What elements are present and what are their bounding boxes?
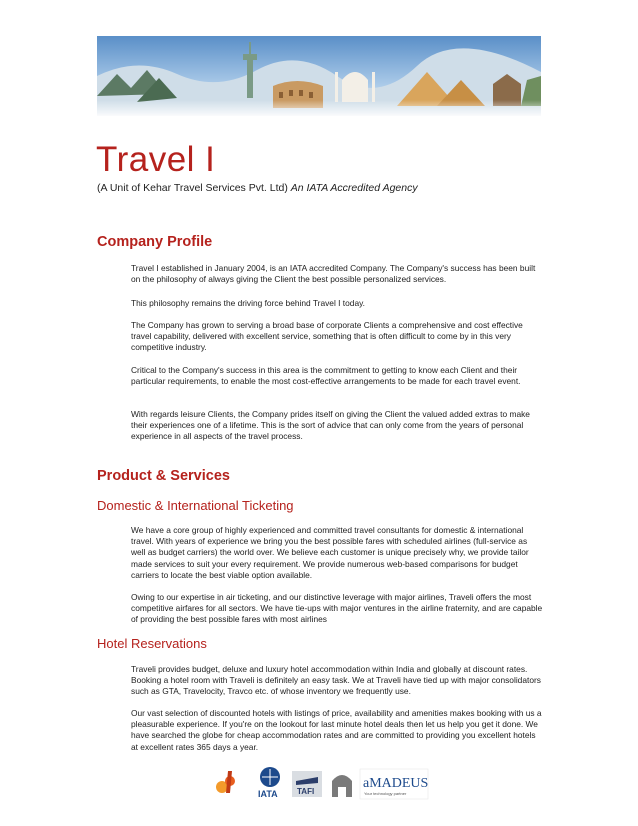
subtitle-text: (A Unit of Kehar Travel Services Pvt. Ltd)	[97, 182, 288, 194]
ticketing-paragraph: Owing to our expertise in air ticketing, and our distinctive leverage with major airlines, Traveli offers the most competitive airfares for all sectors. We have tie-ups with major ventures in the airline fraternity, and are capable of providing the best possible fares with most airlines	[131, 592, 543, 625]
profile-paragraph: Critical to the Company's success in this area is the commitment to getting to know each Client and their particular requirements, to enable the most cost-effective arrangements to be made for each travel event.	[131, 365, 521, 387]
amadeus-label: aMADEUS	[363, 776, 429, 791]
ticketing-heading: Domestic & International Ticketing	[97, 498, 294, 513]
profile-paragraph: This philosophy remains the driving force behind Travel I today.	[131, 298, 365, 308]
agency-logo	[212, 771, 240, 795]
hotels-paragraph: Traveli provides budget, deluxe and luxury hotel accommodation within India and globally at discount rates. Booking a hotel room with Traveli is definitely an easy task. We at Traveli have tied up with major consolidators such as GTA, Travelocity, Travco etc. of whose inventory we frequently use.	[131, 664, 541, 697]
tafi-logo	[292, 771, 322, 797]
tafi-label: TAFI	[297, 787, 315, 796]
amadeus-logo	[360, 769, 428, 799]
ticketing-paragraph: We have a core group of highly experienced and committed travel consultants for domestic & international travel. With years of experience we bring you the best possible fares with scheduled airlines (full-service as well as budget carriers) the world over. We believe each customer is unique precisely why, we provide tailor made services to suit your every requirement. We provide numerous web-based comparisons for budget carriers to locate the best viable option available.	[131, 525, 529, 580]
travel-banner-image	[97, 36, 541, 116]
iata-logo	[258, 767, 280, 799]
hotels-heading: Hotel Reservations	[97, 636, 207, 651]
profile-paragraph: With regards leisure Clients, the Company prides itself on giving the Client the valued added extras to make their experiences one of a lifetime. This is the sort of advice that can only come from the years of personal experience in all aspects of the travel process.	[131, 409, 530, 442]
hotels-paragraph: Our vast selection of discounted hotels with listings of price, availability and amenities makes booking with us a pleasurable experience. If you're on the lookout for last minute hotel deals then let us help you get it done. We have searched the globe for cheap accommodation rates and are committed to providing you excellent hotels at excellent rates 365 days a year.	[131, 708, 542, 752]
subtitle-italic: An IATA Accredited Agency	[290, 182, 418, 194]
iata-label: IATA	[258, 789, 278, 799]
accreditation-logos	[210, 763, 430, 801]
page-subtitle	[97, 182, 418, 194]
amadeus-tagline: Your technology partner	[364, 791, 407, 796]
profile-paragraph: The Company has grown to serving a broad base of corporate Clients a comprehensive and cost effective travel capability, delivered with excellent service, something that is often difficult to come by in this very competitive industry.	[131, 320, 523, 353]
emblem-logo	[332, 775, 352, 797]
products-heading: Product & Services	[97, 468, 230, 484]
page-title: Travel I	[96, 140, 216, 179]
profile-paragraph: Travel I established in January 2004, is an IATA accredited Company. The Company's success has been built on the philosophy of always giving the Client the best possible personalized services.	[131, 263, 536, 285]
company-profile-heading: Company Profile	[97, 234, 213, 250]
